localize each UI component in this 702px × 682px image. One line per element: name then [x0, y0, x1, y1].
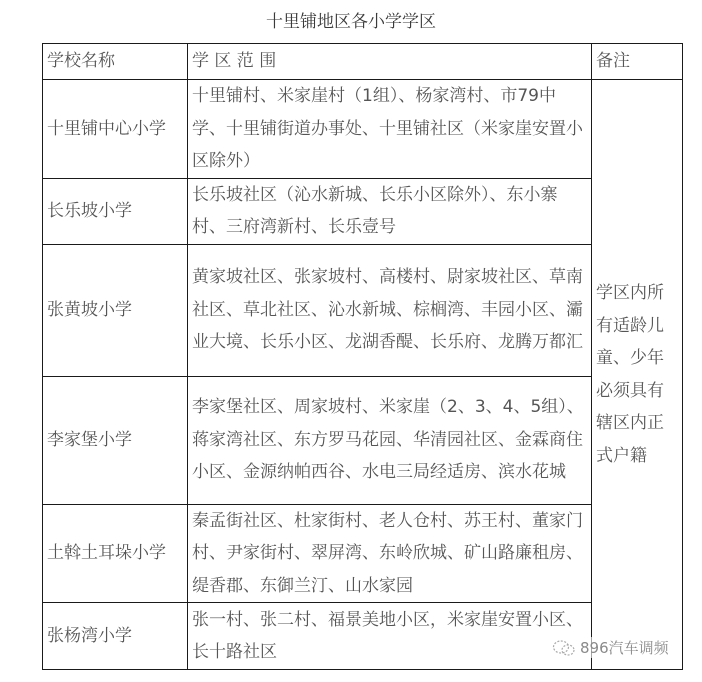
header-remarks: 备注	[592, 44, 683, 80]
district-range: 十里铺村、米家崖村（1组）、杨家湾村、市79中学、十里铺街道办事处、十里铺社区（米家崖安置小区除外）	[188, 80, 592, 179]
document-title: 十里铺地区各小学学区	[266, 12, 436, 32]
district-range: 李家堡社区、周家坡村、米家崖（2、3、4、5组）、蒋家湾社区、东方罗马花园、华清园社区、金霖商住小区、金源纳帕西谷、水电三局经适房、滨水花城	[188, 376, 592, 504]
school-name: 李家堡小学	[43, 376, 188, 504]
table-row	[43, 376, 683, 504]
school-name: 十里铺中心小学	[43, 80, 188, 179]
remarks-note: 学区内所有适龄儿童、少年必须具有辖区内正式户籍	[592, 80, 683, 670]
watermark	[552, 637, 669, 658]
table-header-row	[43, 44, 683, 80]
watermark-text: 896汽车调频	[580, 639, 669, 657]
school-name: 张杨湾小学	[43, 603, 188, 670]
district-range: 长乐坡社区（沁水新城、长乐小区除外）、东小寨村、三府湾新村、长乐壹号	[188, 178, 592, 244]
district-range: 黄家坡社区、张家坡村、高楼村、尉家坡社区、草南社区、草北社区、沁水新城、棕榈湾、丰园小区、灞业大境、长乐小区、龙湖香醍、长乐府、龙腾万都汇	[188, 244, 592, 376]
table-row	[43, 504, 683, 603]
table-row	[43, 178, 683, 244]
table-row	[43, 80, 683, 179]
school-name: 土斡土耳垛小学	[43, 504, 188, 603]
header-school-name: 学校名称	[43, 44, 188, 80]
district-range: 秦孟街社区、杜家街村、老人仓村、苏王村、董家门村、尹家街村、翠屏湾、东岭欣城、矿山路廉租房、缇香郡、东御兰汀、山水家园	[188, 504, 592, 603]
school-name: 长乐坡小学	[43, 178, 188, 244]
school-name: 张黄坡小学	[43, 244, 188, 376]
district-range: 张一村、张二村、福景美地小区，米家崖安置小区、长十路社区	[188, 603, 592, 670]
table-row	[43, 244, 683, 376]
school-district-table	[42, 43, 683, 670]
header-district-range: 学 区 范 围	[188, 44, 592, 80]
wechat-icon	[552, 639, 576, 657]
table-row	[43, 603, 683, 670]
